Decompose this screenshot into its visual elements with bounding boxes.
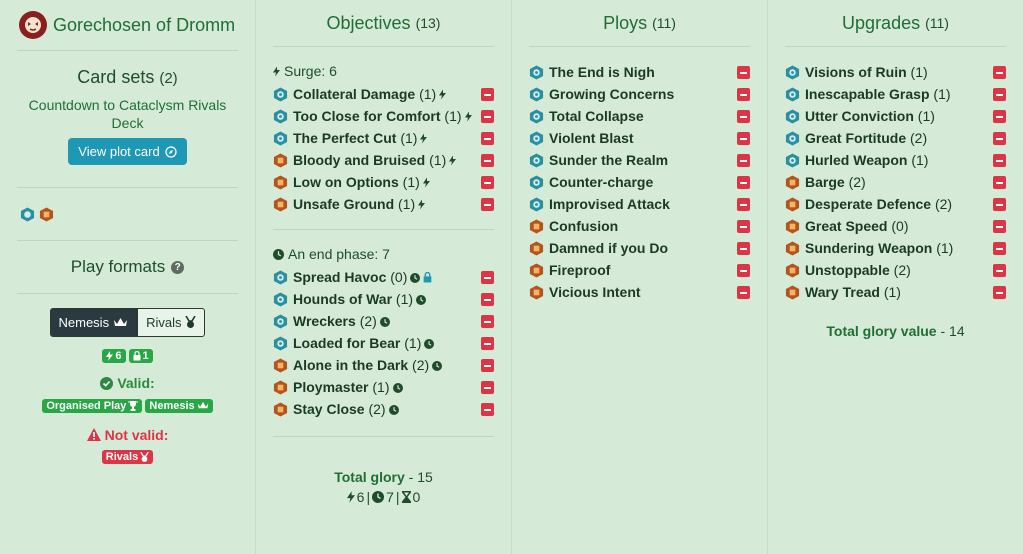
card-name[interactable] xyxy=(805,261,1006,280)
card-row[interactable] xyxy=(785,107,1006,129)
remove-card-button[interactable] xyxy=(481,315,494,328)
play-formats-heading xyxy=(17,241,238,293)
orange-faction-icon xyxy=(273,153,289,173)
orange-faction-icon xyxy=(273,402,289,422)
teal-faction-icon xyxy=(273,131,289,151)
card-title: Barge xyxy=(805,174,845,190)
card-title: Too Close for Comfort xyxy=(293,108,441,124)
card-name[interactable] xyxy=(549,217,750,236)
card-title: The Perfect Cut xyxy=(293,130,397,146)
card-row[interactable] xyxy=(273,129,494,151)
remove-card-button[interactable] xyxy=(481,381,494,394)
clock-icon xyxy=(377,313,390,329)
card-name[interactable] xyxy=(293,195,494,214)
lock-icon xyxy=(420,269,432,285)
card-glory: (0) xyxy=(891,218,909,234)
teal-faction-icon xyxy=(785,87,801,107)
valid-label: Valid: xyxy=(117,375,155,391)
crown-icon xyxy=(197,401,209,410)
lightning-icon xyxy=(106,351,113,361)
clock-icon xyxy=(407,269,420,285)
card-glory: (1) xyxy=(883,284,901,300)
card-glory: (2) xyxy=(934,196,953,212)
card-set-name[interactable]: Countdown to Cataclysm Rivals Deck xyxy=(28,97,227,131)
card-row[interactable] xyxy=(273,195,494,217)
card-glory: (2) xyxy=(368,401,386,417)
trophy-icon xyxy=(128,401,138,411)
play-formats-label: Play formats xyxy=(70,257,166,276)
teal-faction-icon xyxy=(529,109,545,129)
card-glory: (2) xyxy=(412,357,430,373)
medal-icon xyxy=(140,452,149,463)
card-name[interactable] xyxy=(805,283,1006,302)
teal-faction-icon xyxy=(273,270,289,290)
card-title: Stay Close xyxy=(293,401,365,417)
card-name[interactable] xyxy=(293,334,494,353)
teal-faction-icon xyxy=(529,153,545,173)
teal-faction-icon xyxy=(785,131,801,151)
card-title: Low on Options xyxy=(293,174,399,190)
clock-icon xyxy=(386,401,399,417)
organised-play-badge xyxy=(42,399,142,413)
card-title: Ploymaster xyxy=(293,379,369,395)
remove-card-button[interactable] xyxy=(993,66,1006,79)
card-row[interactable] xyxy=(273,334,494,356)
card-glory: (1) xyxy=(400,130,418,146)
card-name[interactable] xyxy=(549,261,750,280)
remove-card-button[interactable] xyxy=(737,132,750,145)
clock-icon xyxy=(372,491,384,503)
format-switch xyxy=(17,308,238,337)
not-valid-badges xyxy=(17,450,238,464)
card-name[interactable] xyxy=(805,63,1006,82)
card-title: Hurled Weapon xyxy=(805,152,908,168)
card-glory: (0) xyxy=(390,269,408,285)
objectives-total-label: Total glory xyxy=(334,469,405,485)
card-title: Visions of Ruin xyxy=(805,64,907,80)
end-phase-group-heading xyxy=(273,230,494,268)
card-name[interactable] xyxy=(549,85,750,104)
card-title: Loaded for Bear xyxy=(293,335,401,351)
card-row[interactable] xyxy=(785,151,1006,173)
orange-faction-icon xyxy=(785,285,801,305)
card-glory: (2) xyxy=(359,313,377,329)
objectives-count: (13) xyxy=(415,15,441,31)
remove-card-button[interactable] xyxy=(481,403,494,416)
card-row[interactable] xyxy=(529,85,750,107)
remove-card-button[interactable] xyxy=(993,198,1006,211)
card-title: Total Collapse xyxy=(549,108,644,124)
remove-card-button[interactable] xyxy=(993,132,1006,145)
card-title: Fireproof xyxy=(549,262,611,278)
lock-count-badge xyxy=(129,349,153,363)
remove-card-button[interactable] xyxy=(993,176,1006,189)
breakdown-separator: | xyxy=(395,489,400,505)
card-name[interactable] xyxy=(549,129,750,148)
remove-card-button[interactable] xyxy=(993,286,1006,299)
objectives-column xyxy=(256,0,512,554)
upgrades-total-glory xyxy=(785,323,1006,339)
not-valid-label: Not valid: xyxy=(104,426,169,443)
remove-card-button[interactable] xyxy=(737,286,750,299)
remove-card-button[interactable] xyxy=(993,264,1006,277)
card-name[interactable] xyxy=(293,312,494,331)
card-name[interactable] xyxy=(549,195,750,214)
card-title: Utter Conviction xyxy=(805,108,914,124)
card-row[interactable] xyxy=(785,173,1006,195)
card-name[interactable] xyxy=(805,129,1006,148)
medal-icon xyxy=(185,316,196,329)
card-row[interactable] xyxy=(273,85,494,107)
card-title: Damned if you Do xyxy=(549,240,669,256)
card-glory: (2) xyxy=(910,130,928,146)
upgrades-count: (11) xyxy=(925,15,949,31)
objectives-heading xyxy=(273,0,494,46)
orange-faction-icon xyxy=(785,197,801,217)
nemesis-valid-badge xyxy=(145,399,212,413)
surge-group-heading xyxy=(273,47,494,85)
remove-card-button[interactable] xyxy=(481,176,494,189)
surge-total: 6 xyxy=(356,489,365,505)
teal-faction-icon xyxy=(273,109,289,129)
orange-faction-icon xyxy=(529,285,545,305)
deck-info-column xyxy=(0,0,256,554)
clock-icon xyxy=(421,335,434,351)
lightning-icon xyxy=(436,86,446,102)
teal-faction-icon xyxy=(785,153,801,173)
upgrades-total-label: Total glory value xyxy=(826,323,937,339)
lightning-icon xyxy=(420,174,430,190)
format-option-nemesis[interactable] xyxy=(50,308,138,337)
card-glory: (1) xyxy=(933,86,951,102)
card-row[interactable] xyxy=(273,107,494,129)
card-name[interactable] xyxy=(293,129,494,148)
help-icon[interactable]: ? xyxy=(171,261,184,274)
orange-faction-icon xyxy=(273,197,289,217)
card-row[interactable] xyxy=(785,195,1006,217)
card-name[interactable] xyxy=(549,63,750,82)
surge-count-value: 6 xyxy=(115,350,122,362)
card-glory: (1) xyxy=(911,152,929,168)
teal-faction-icon xyxy=(273,292,289,312)
remove-card-button[interactable] xyxy=(481,88,494,101)
card-title: Counter-charge xyxy=(549,174,654,190)
remove-card-button[interactable] xyxy=(737,220,750,233)
card-glory: (2) xyxy=(893,262,911,278)
card-row[interactable] xyxy=(785,283,1006,305)
card-title: Improvised Attack xyxy=(549,196,670,212)
orange-faction-icon xyxy=(273,380,289,400)
upgrades-column xyxy=(768,0,1023,554)
card-row[interactable] xyxy=(785,217,1006,239)
objectives-label: Objectives xyxy=(326,12,411,33)
lock-icon xyxy=(133,351,141,361)
card-row[interactable] xyxy=(529,261,750,283)
card-title: Violent Blast xyxy=(549,130,634,146)
orange-faction-icon xyxy=(785,241,801,261)
deck-title: Gorechosen of Dromm xyxy=(53,14,236,35)
card-glory: (1) xyxy=(910,64,928,80)
card-row[interactable] xyxy=(529,63,750,85)
lightning-icon xyxy=(415,196,425,212)
orange-faction-icon xyxy=(785,263,801,283)
teal-faction-icon xyxy=(273,336,289,356)
nemesis-valid-label: Nemesis xyxy=(149,399,195,412)
card-sets-heading xyxy=(17,67,238,88)
card-name[interactable] xyxy=(805,239,1006,258)
orange-faction-icon xyxy=(529,263,545,283)
valid-formats xyxy=(17,375,238,393)
card-row[interactable] xyxy=(529,195,750,217)
remove-card-button[interactable] xyxy=(481,271,494,284)
card-name[interactable] xyxy=(293,151,494,170)
card-glory: (1) xyxy=(395,291,414,307)
valid-badges xyxy=(17,399,238,413)
card-name[interactable] xyxy=(293,107,494,126)
format-option-rivals-label: Rivals xyxy=(146,315,182,330)
card-name[interactable] xyxy=(549,239,750,258)
card-row[interactable] xyxy=(529,217,750,239)
objectives-total-value: - 15 xyxy=(408,469,433,485)
deck-header xyxy=(17,0,238,50)
card-name[interactable] xyxy=(293,400,494,419)
card-row[interactable] xyxy=(273,173,494,195)
remove-card-button[interactable] xyxy=(737,154,750,167)
card-name[interactable] xyxy=(293,85,494,104)
card-row[interactable] xyxy=(785,261,1006,283)
card-sets-label: Card sets xyxy=(77,67,155,87)
card-row[interactable] xyxy=(529,173,750,195)
view-plot-card-button[interactable] xyxy=(68,138,186,165)
card-row[interactable] xyxy=(785,85,1006,107)
card-title: Unstoppable xyxy=(805,262,890,278)
format-option-nemesis-label: Nemesis xyxy=(58,315,110,330)
surge-group-label: Surge: 6 xyxy=(284,63,337,79)
card-name[interactable] xyxy=(805,85,1006,104)
card-name[interactable] xyxy=(549,151,750,170)
card-name[interactable] xyxy=(293,356,494,375)
teal-faction-icon xyxy=(529,65,545,85)
card-title: Spread Havoc xyxy=(293,269,387,285)
card-row[interactable] xyxy=(529,129,750,151)
card-glory: (1) xyxy=(917,108,935,124)
card-glory: (1) xyxy=(936,240,954,256)
remove-card-button[interactable] xyxy=(737,110,750,123)
lightning-icon xyxy=(446,152,456,168)
card-name[interactable] xyxy=(293,378,494,397)
faction-icons xyxy=(17,188,238,240)
ploys-heading xyxy=(529,0,750,46)
orange-faction-icon xyxy=(785,219,801,239)
remove-card-button[interactable] xyxy=(481,110,494,123)
surge-count-badge xyxy=(102,349,125,363)
remove-card-button[interactable] xyxy=(993,154,1006,167)
card-name[interactable] xyxy=(293,173,494,192)
remove-card-button[interactable] xyxy=(737,198,750,211)
card-title: Great Fortitude xyxy=(805,130,907,146)
card-row[interactable] xyxy=(273,356,494,378)
end-phase-total: 7 xyxy=(386,489,394,505)
card-row[interactable] xyxy=(273,312,494,334)
ploys-label: Ploys xyxy=(603,12,648,33)
card-row[interactable] xyxy=(529,283,750,305)
objectives-breakdown xyxy=(273,489,494,508)
lock-count-value: 1 xyxy=(142,350,149,362)
card-name[interactable] xyxy=(805,151,1006,170)
ploys-list xyxy=(529,63,750,305)
end-phase-group-label: An end phase: 7 xyxy=(288,246,390,262)
teal-faction-icon xyxy=(529,87,545,107)
teal-faction-icon xyxy=(273,87,289,107)
card-title: Sunder the Realm xyxy=(549,152,669,168)
card-sets-count: (2) xyxy=(159,70,178,87)
lightning-icon xyxy=(462,108,472,124)
not-valid-formats xyxy=(17,427,238,445)
card-row[interactable] xyxy=(273,290,494,312)
remove-card-button[interactable] xyxy=(481,337,494,350)
orange-faction-icon xyxy=(529,241,545,261)
remove-card-button[interactable] xyxy=(737,176,750,189)
card-name[interactable] xyxy=(549,283,750,302)
upgrades-total-value: - 14 xyxy=(940,323,965,339)
teal-faction-icon xyxy=(529,197,545,217)
hourglass-icon xyxy=(402,491,411,503)
teal-faction-icon xyxy=(20,207,35,222)
compass-icon xyxy=(165,146,177,158)
view-plot-card-label: View plot card xyxy=(78,144,160,159)
card-row[interactable] xyxy=(529,107,750,129)
card-name[interactable] xyxy=(549,107,750,126)
card-row[interactable] xyxy=(273,400,494,422)
card-title: Unsafe Ground xyxy=(293,196,395,212)
rivals-invalid-label: Rivals xyxy=(105,451,139,463)
card-title: Bloody and Bruised xyxy=(293,152,426,168)
remove-card-button[interactable] xyxy=(737,242,750,255)
card-name[interactable] xyxy=(805,217,1006,236)
surge-objectives-list xyxy=(273,85,494,217)
card-glory: (1) xyxy=(444,108,462,124)
card-glory: (1) xyxy=(419,86,437,102)
card-row[interactable] xyxy=(529,239,750,261)
clock-icon xyxy=(429,357,442,373)
remove-card-button[interactable] xyxy=(481,154,494,167)
clock-icon xyxy=(273,249,284,260)
teal-faction-icon xyxy=(785,65,801,85)
clock-icon xyxy=(390,379,403,395)
card-glory: (1) xyxy=(372,379,390,395)
card-title: Hounds of War xyxy=(293,291,393,307)
remove-card-button[interactable] xyxy=(993,242,1006,255)
card-name[interactable] xyxy=(805,173,1006,192)
orange-faction-icon xyxy=(785,175,801,195)
clock-icon xyxy=(413,291,426,307)
objectives-total-glory xyxy=(273,469,494,485)
card-row[interactable] xyxy=(273,378,494,400)
card-title: Wreckers xyxy=(293,313,356,329)
ploys-count: (11) xyxy=(652,15,676,31)
card-name[interactable] xyxy=(805,107,1006,126)
remove-card-button[interactable] xyxy=(737,88,750,101)
orange-faction-icon xyxy=(273,175,289,195)
upgrades-heading xyxy=(785,0,1006,46)
card-glory: (1) xyxy=(404,335,422,351)
remove-card-button[interactable] xyxy=(481,132,494,145)
card-title: Great Speed xyxy=(805,218,888,234)
remove-card-button[interactable] xyxy=(481,198,494,211)
upgrades-list xyxy=(785,63,1006,305)
card-row[interactable] xyxy=(529,151,750,173)
card-title: Confusion xyxy=(549,218,619,234)
crown-icon xyxy=(113,317,128,328)
card-title: Growing Concerns xyxy=(549,86,675,102)
card-name[interactable] xyxy=(805,195,1006,214)
teal-faction-icon xyxy=(273,314,289,334)
card-glory: (1) xyxy=(398,196,416,212)
lightning-icon xyxy=(347,491,355,503)
card-row[interactable] xyxy=(785,63,1006,85)
remove-card-button[interactable] xyxy=(993,220,1006,233)
orange-faction-icon xyxy=(39,207,54,222)
format-option-rivals[interactable] xyxy=(137,308,205,337)
card-glory: (2) xyxy=(848,174,866,190)
teal-faction-icon xyxy=(529,131,545,151)
rivals-invalid-badge xyxy=(102,450,153,464)
breakdown-separator: | xyxy=(366,489,371,505)
lightning-icon xyxy=(273,66,280,77)
remove-card-button[interactable] xyxy=(737,264,750,277)
card-row[interactable] xyxy=(785,129,1006,151)
third-total: 0 xyxy=(412,489,421,505)
card-name[interactable] xyxy=(293,268,494,287)
card-glory: (1) xyxy=(402,174,420,190)
card-sets-section xyxy=(17,51,238,187)
check-circle-icon xyxy=(100,377,113,390)
card-title: Sundering Weapon xyxy=(805,240,933,256)
remove-card-button[interactable] xyxy=(993,88,1006,101)
card-glory: (1) xyxy=(429,152,447,168)
teal-faction-icon xyxy=(785,109,801,129)
card-title: Vicious Intent xyxy=(549,284,641,300)
upgrades-label: Upgrades xyxy=(842,12,921,33)
remove-card-button[interactable] xyxy=(481,359,494,372)
card-title: Alone in the Dark xyxy=(293,357,409,373)
card-name[interactable] xyxy=(293,290,494,309)
warband-logo-icon xyxy=(19,11,47,39)
card-title: Inescapable Grasp xyxy=(805,86,930,102)
organised-play-label: Organised Play xyxy=(46,399,127,412)
remove-card-button[interactable] xyxy=(481,293,494,306)
teal-faction-icon xyxy=(529,175,545,195)
remove-card-button[interactable] xyxy=(737,66,750,79)
card-title: Wary Tread xyxy=(805,284,880,300)
format-counts xyxy=(17,349,238,363)
card-name[interactable] xyxy=(549,173,750,192)
card-row[interactable] xyxy=(273,268,494,290)
ploys-column xyxy=(512,0,768,554)
remove-card-button[interactable] xyxy=(993,110,1006,123)
end-phase-objectives-list xyxy=(273,268,494,422)
warning-icon xyxy=(87,428,101,441)
card-row[interactable] xyxy=(273,151,494,173)
card-title: The End is Nigh xyxy=(549,64,655,80)
orange-faction-icon xyxy=(529,219,545,239)
orange-faction-icon xyxy=(273,358,289,378)
card-title: Desperate Defence xyxy=(805,196,932,212)
lightning-icon xyxy=(417,130,427,146)
card-row[interactable] xyxy=(785,239,1006,261)
card-title: Collateral Damage xyxy=(293,86,416,102)
